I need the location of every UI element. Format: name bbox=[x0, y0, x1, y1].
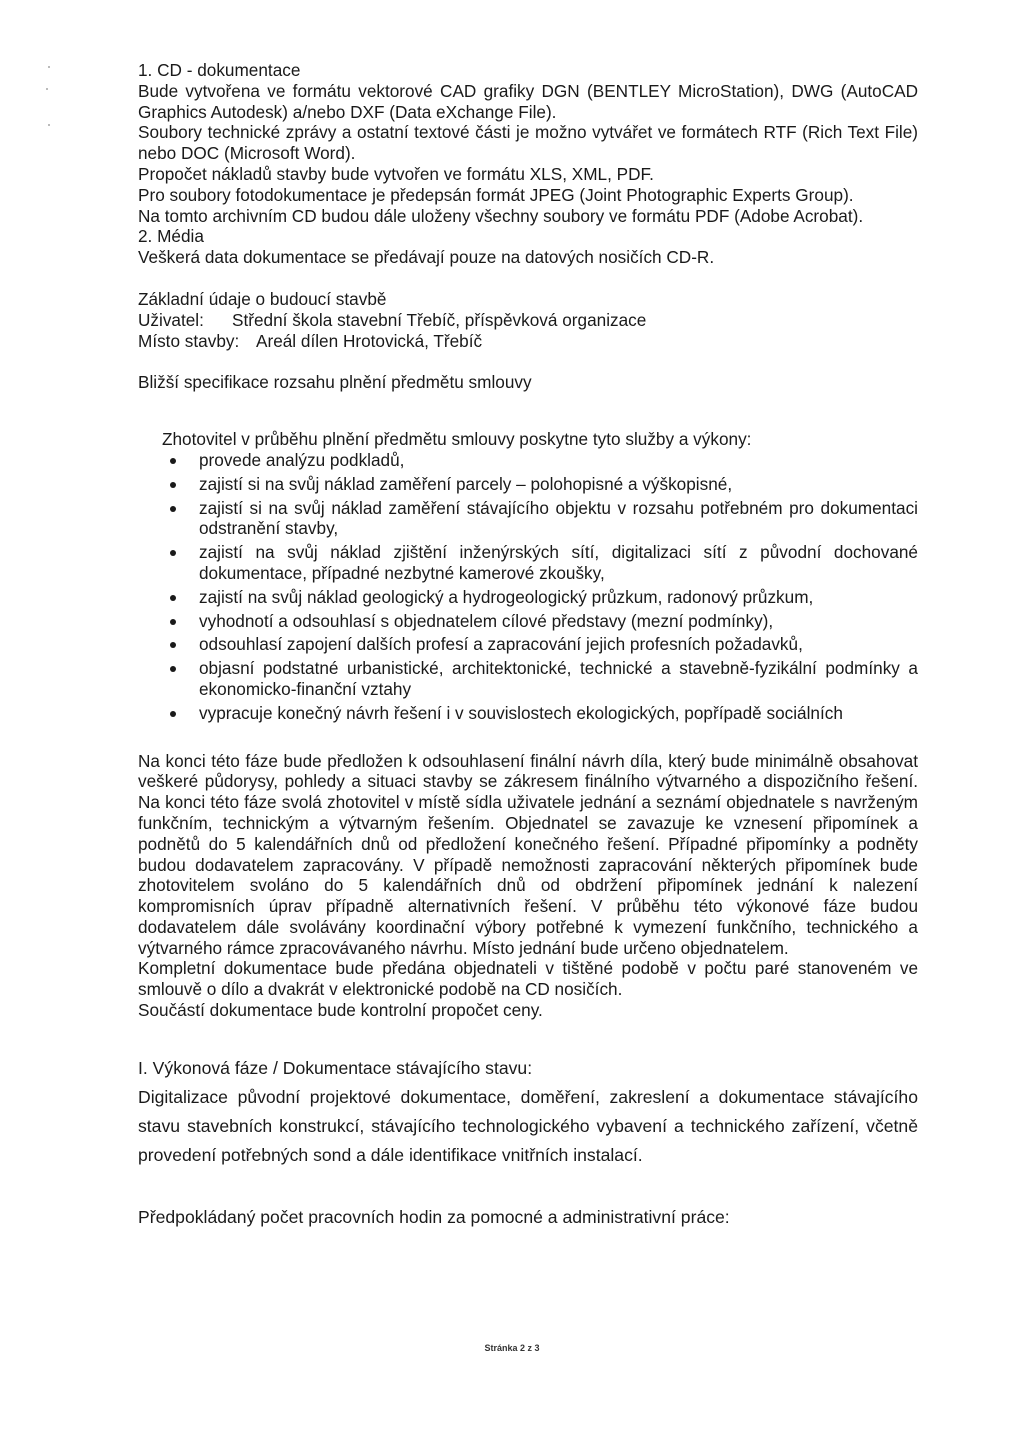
scan-speck bbox=[46, 88, 48, 90]
phase-one-heading: I. Výkonová fáze / Dokumentace stávajícího stavu: bbox=[138, 1057, 533, 1078]
bullet-icon bbox=[170, 619, 176, 625]
cd-line-budget: Propočet nákladů stavby bude vytvořen ve formátu XLS, XML, PDF. bbox=[138, 163, 654, 184]
bullet-icon bbox=[170, 506, 176, 512]
media-text: Veškerá data dokumentace se předávají pouze na datových nosičích CD-R. bbox=[138, 247, 715, 268]
bullet-icon bbox=[170, 550, 176, 556]
user-label: Uživatel: bbox=[138, 309, 204, 330]
scope-intro: Zhotovitel v průběhu plnění předmětu smlouvy poskytne tyto služby a výkony: bbox=[162, 429, 752, 450]
scope-heading: Bližší specifikace rozsahu plnění předmětu smlouvy bbox=[138, 372, 532, 393]
document-page bbox=[138, 60, 918, 1228]
bullet-icon bbox=[170, 482, 176, 488]
budget-paragraph: Součástí dokumentace bude kontrolní propočet ceny. bbox=[138, 1000, 543, 1021]
bullet-icon bbox=[170, 642, 176, 648]
user-value: Střední škola stavební Třebíč, příspěvková organizace bbox=[232, 309, 647, 330]
scan-speck bbox=[48, 66, 50, 68]
list-item: zajistí si na svůj náklad zaměření parcely – polohopisné a výškopisné, bbox=[162, 474, 918, 495]
hours-line: Předpokládaný počet pracovních hodin za pomocné a administrativní práce: bbox=[138, 1206, 730, 1227]
handover-paragraph: Kompletní dokumentace bude předána objednateli v tištěné podobě v počtu paré stanoveném ve smlouvě o dílo a dvakrát v elektronické podobě na CD nosičích. bbox=[138, 958, 918, 1000]
site-row bbox=[138, 331, 918, 352]
list-item: zajistí si na svůj náklad zaměření stávajícího objektu v rozsahu potřebném pro dokumentaci odstranění stavby, bbox=[162, 498, 918, 540]
list-item: zajistí na svůj náklad geologický a hydrogeologický průzkum, radonový průzkum, bbox=[162, 587, 918, 608]
cd-heading: 1. CD - dokumentace bbox=[138, 60, 301, 80]
scope-list bbox=[138, 450, 918, 724]
phase-one-body: Digitalizace původní projektové dokumentace, doměření, zakreslení a dokumentace stávajícího stavu stavebních konstrukcí, stávajícího technologického vybavení a technického zařízení, včetně provedení potřebných sond a dále identifikace vnitřních instalací. bbox=[138, 1086, 918, 1165]
scan-speck bbox=[48, 124, 50, 126]
list-item: odsouhlasí zapojení dalších profesí a zapracování jejich profesních požadavků, bbox=[162, 634, 918, 655]
basic-info-heading: Základní údaje o budoucí stavbě bbox=[138, 288, 387, 309]
cd-line-text-files: Soubory technické zprávy a ostatní textové části je možno vytvářet ve formátech RTF (Rich Text File) nebo DOC (Microsoft Word). bbox=[138, 122, 918, 164]
media-heading: 2. Média bbox=[138, 226, 204, 247]
bullet-icon bbox=[170, 458, 176, 464]
bullet-icon bbox=[170, 711, 176, 717]
site-value: Areál dílen Hrotovická, Třebíč bbox=[256, 330, 483, 351]
list-item: objasní podstatné urbanistické, architektonické, technické a stavebně-fyzikální podmínky a ekonomicko-finanční vztahy bbox=[162, 658, 918, 700]
site-label: Místo stavby: bbox=[138, 330, 240, 351]
list-item: vypracuje konečný návrh řešení i v souvislostech ekologických, popřípadě sociálních bbox=[162, 703, 918, 724]
user-row bbox=[138, 310, 918, 331]
cd-line-photo: Pro soubory fotodokumentace je předepsán formát JPEG (Joint Photographic Experts Group). bbox=[138, 184, 854, 205]
final-phase-paragraph: Na konci této fáze bude předložen k odsouhlasení finální návrh díla, který bude minimálně obsahovat veškeré půdorysy, pohledy a situaci stavby se zákresem finálního výtvarného a dispozičního řešení. Na konci této fáze svolá zhotovitel v místě sídla uživatele jednání a seznámí objednatele s navrženým funkčním, technickým a výtvarným řešením. Objednatel se zavazuje ke vznesení připomínek a podnětů do 5 kalendářních dnů od předložení konečného řešení. Případné připomínky a podněty budou dodavatelem zapracovány. V případě nemožnosti zapracování některých připomínek bude zhotovitelem svoláno do 5 kalendářních dnů od obdržení připomínek jednání k nalezení kompromisních úprav případně alternativních řešení. V průběhu této výkonové fáze budou dodavatelem dále svolávány koordinační výbory potřebné k vymezení funkčního, technického a výtvarného rámce zpracovávaného návrhu. Místo jednání bude určeno objednatelem. bbox=[138, 750, 918, 958]
cd-line-formats: Bude vytvořena ve formátu vektorové CAD grafiky DGN (BENTLEY MicroStation), DWG (AutoCAD Graphics Autodesk) a/nebo DXF (Data eXchange File). bbox=[138, 80, 918, 122]
page-number: Stránka 2 z 3 bbox=[484, 1343, 540, 1353]
list-item: zajistí na svůj náklad zjištění inženýrských sítí, digitalizaci sítí z původní dochované dokumentace, případné nezbytné kamerové zkoušky, bbox=[162, 542, 918, 584]
bullet-icon bbox=[170, 595, 176, 601]
bullet-icon bbox=[170, 666, 176, 672]
cd-line-archive: Na tomto archivním CD budou dále uloženy všechny soubory ve formátu PDF (Adobe Acrobat). bbox=[138, 205, 864, 226]
list-item: vyhodnotí a odsouhlasí s objednatelem cílové představy (mezní podmínky), bbox=[162, 611, 918, 632]
list-item: provede analýzu podkladů, bbox=[162, 450, 918, 471]
